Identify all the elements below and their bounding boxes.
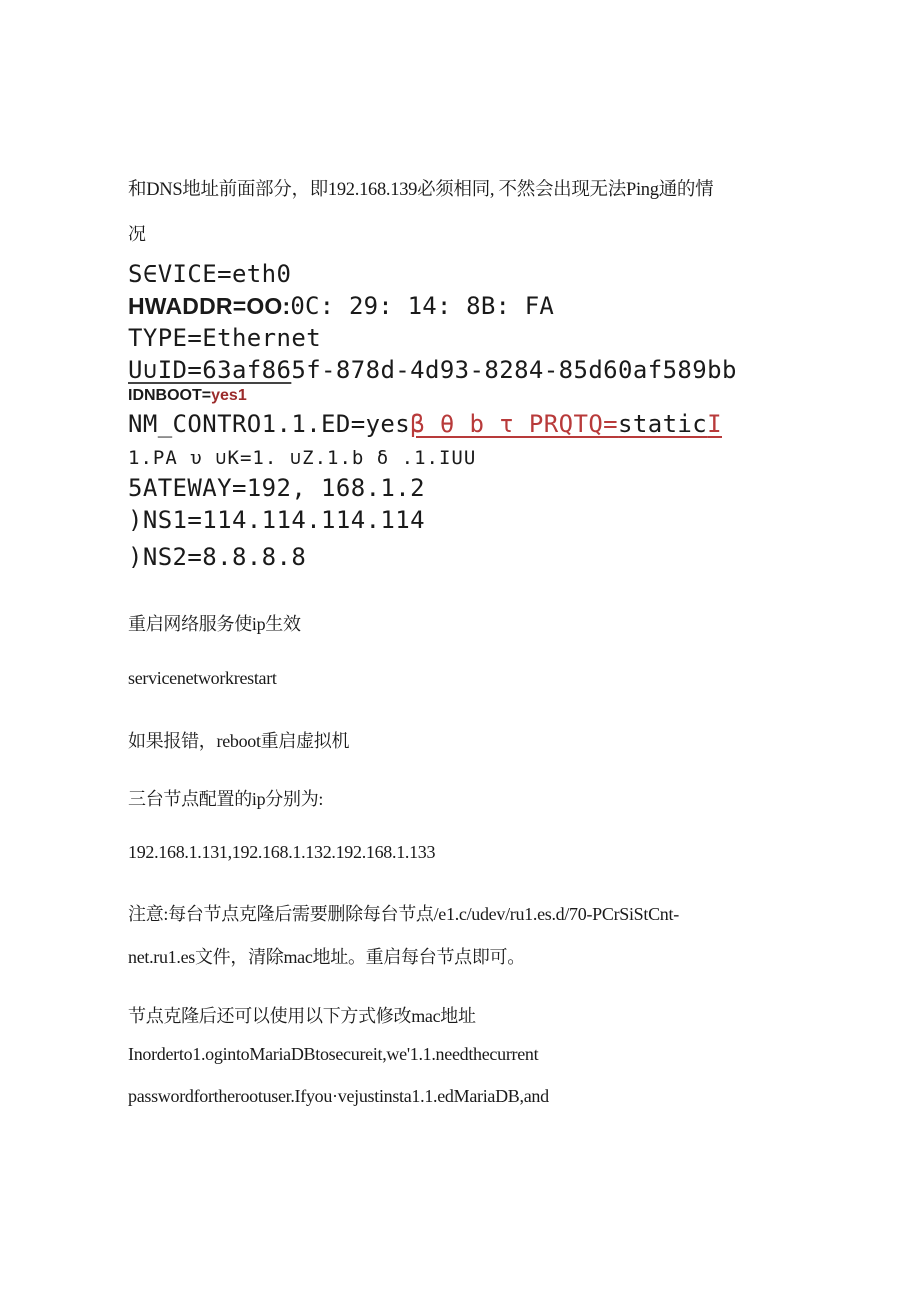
nodes-title: 三台节点配置的ip分别为: [128, 789, 324, 809]
reboot-note: 如果报错，reboot重启虚拟机 [128, 731, 350, 751]
config-bootproto-marker: I [707, 410, 722, 438]
nodes-ips: 192.168.1.131,192.168.1.132.192.168.1.133 [128, 842, 436, 862]
english-line-2: passwordfortherootuser.Ifyou·vejustinsta1.1.edMariaDB,and [128, 1086, 549, 1106]
intro-line-2: 况 [128, 224, 146, 244]
config-hwaddr-key: HWADDR=OO: [128, 293, 291, 319]
config-onboot [128, 387, 247, 405]
restart-command: servicenetworkrestart [128, 668, 277, 688]
config-nm-bootproto [128, 410, 722, 438]
note-line-2: net.ru1.es文件，清除mac地址。重启每台节点即可。 [128, 947, 525, 967]
mac-title: 节点克隆后还可以使用以下方式修改mac地址 [128, 1006, 476, 1026]
config-uuid-underlined: U∪ID=63af86 [128, 356, 292, 384]
config-hwaddr [128, 292, 554, 320]
restart-title: 重启网络服务使ip生效 [128, 614, 301, 634]
config-device: S∈VICE=eth0 [128, 260, 292, 288]
config-type: TYPE=Ethernet [128, 324, 322, 352]
config-nm-controlled: NM_CONTRO1.1.ED=yes [128, 410, 411, 438]
intro-line-1: 和DNS地址前面部分，即192.168.139必须相同, 不然会出现无法Ping通的情 [128, 180, 714, 200]
config-uuid [128, 356, 737, 384]
config-bootproto-garbled: β θ b τ PRQTQ= [410, 410, 619, 438]
config-hwaddr-value: 0C: 29: 14: 8B: FA [290, 292, 555, 320]
config-onboot-value: yes1 [211, 387, 247, 404]
config-onboot-key: IDNBOOT= [128, 387, 212, 404]
config-dns2: )NS2=8.8.8.8 [128, 543, 307, 571]
english-line-1: Inorderto1.ogintoMariaDBtosecureit,we'1.1.needthecurrent [128, 1044, 539, 1064]
config-dns1: )NS1=114.114.114.114 [128, 506, 425, 534]
config-ipaddr: 1.PA υ ∪K=1. ∪Z.1.b δ .1.IUU [128, 447, 477, 469]
note-line-1: 注意:每台节点克隆后需要删除每台节点/e1.c/udev/ru1.es.d/70-PCrSiStCnt- [128, 904, 679, 924]
config-gateway: 5ATEWAY=192, 168.1.2 [128, 474, 425, 502]
config-bootproto-value: static [618, 410, 708, 438]
config-uuid-rest: 5f-878d-4d93-8284-85d60af589bb [291, 356, 737, 384]
